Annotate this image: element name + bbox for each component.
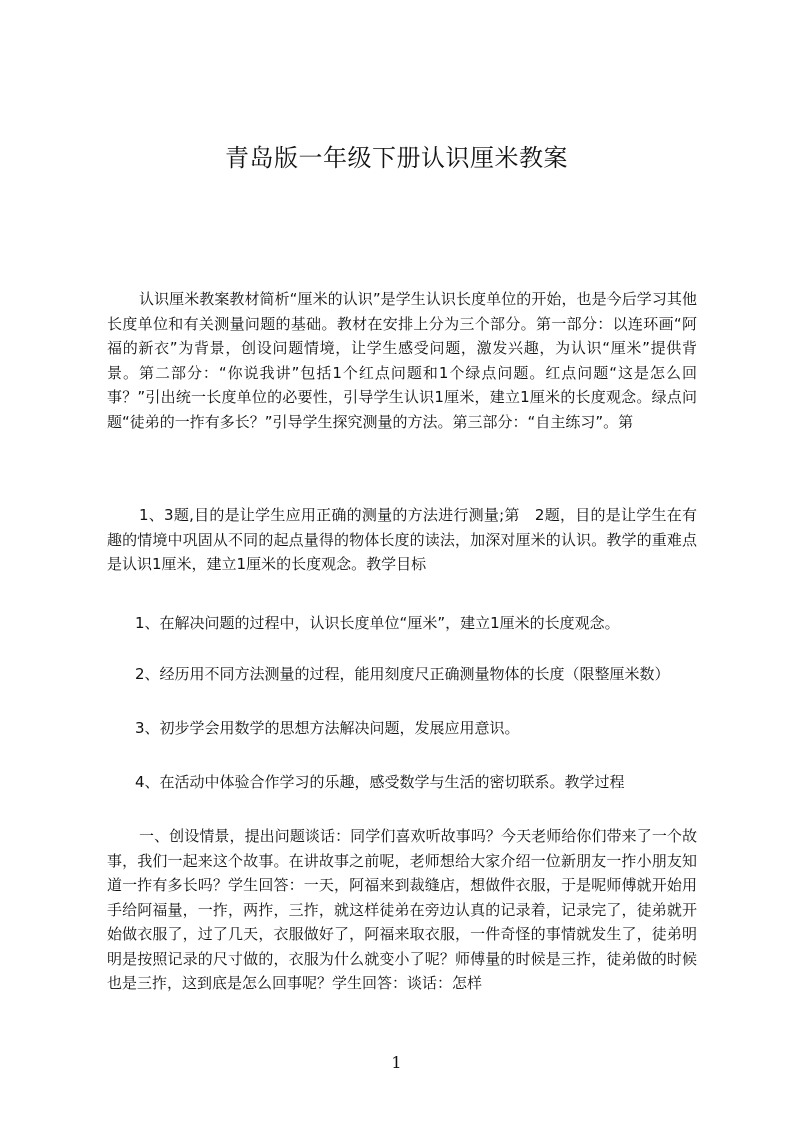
document-title: 青岛版一年级下册认识厘米教案 [225,144,568,172]
paragraph-objective-3: 3、初步学会用数学的思想方法解决问题，发展应用意识。 [135,719,520,737]
paragraph-exercises: 1、3题,目的是让学生应用正确的测量的方法进行测量;第 2题，目的是让学生在有趣的情境中巩固从不同的起点量得的物体长度的读法，加深对厘米的认识。教学的重难点是认识1厘米，建立1厘米的长度观念。教学目标 [107,506,697,573]
page-number: 1 [391,1053,402,1072]
paragraph-objective-2: 2、经历用不同方法测量的过程，能用刻度尺正确测量物体的长度（限整厘米数） [135,665,670,683]
paragraph-objective-4: 4、在活动中体验合作学习的乐趣，感受数学与生活的密切联系。教学过程 [135,773,625,791]
paragraph-objective-1: 1、在解决问题的过程中，认识长度单位“厘米”，建立1厘米的长度观念。 [135,614,620,632]
paragraph-process-1: 一、创设情景，提出问题谈话：同学们喜欢听故事吗？今天老师给你们带来了一个故事，我们一起来这个故事。在讲故事之前呢，老师想给大家介绍一位新朋友一拃小朋友知道一拃有多长吗？学生回答：一天，阿福来到裁缝店，想做件衣服，于是呢师傅就开始用手给阿福量，一拃，两拃，三拃，就这样徒弟在旁边认真的记录着，记录完了，徒弟就开始做衣服了，过了几天，衣服做好了，阿福来取衣服，一件奇怪的事情就发生了，徒弟明明是按照记录的尺寸做的，衣服为什么就变小了呢？师傅量的时候是三拃，徒弟做的时候也是三拃，这到底是怎么回事呢？学生回答：谈话：怎样 [107,827,697,992]
paragraph-intro: 认识厘米教案教材简析“厘米的认识”是学生认识长度单位的开始，也是今后学习其他长度单位和有关测量问题的基础。教材在安排上分为三个部分。第一部分：以连环画“阿福的新衣”为背景，创设问题情境，让学生感受问题，激发兴趣，为认识“厘米”提供背景。第二部分：“你说我讲”包括1个红点问题和1个绿点问题。红点问题“这是怎么回事？”引出统一长度单位的必要性，引导学生认识1厘米，建立1厘米的长度观念。绿点问题“徒弟的一拃有多长？”引导学生探究测量的方法。第三部分：“自主练习”。第 [107,290,697,431]
